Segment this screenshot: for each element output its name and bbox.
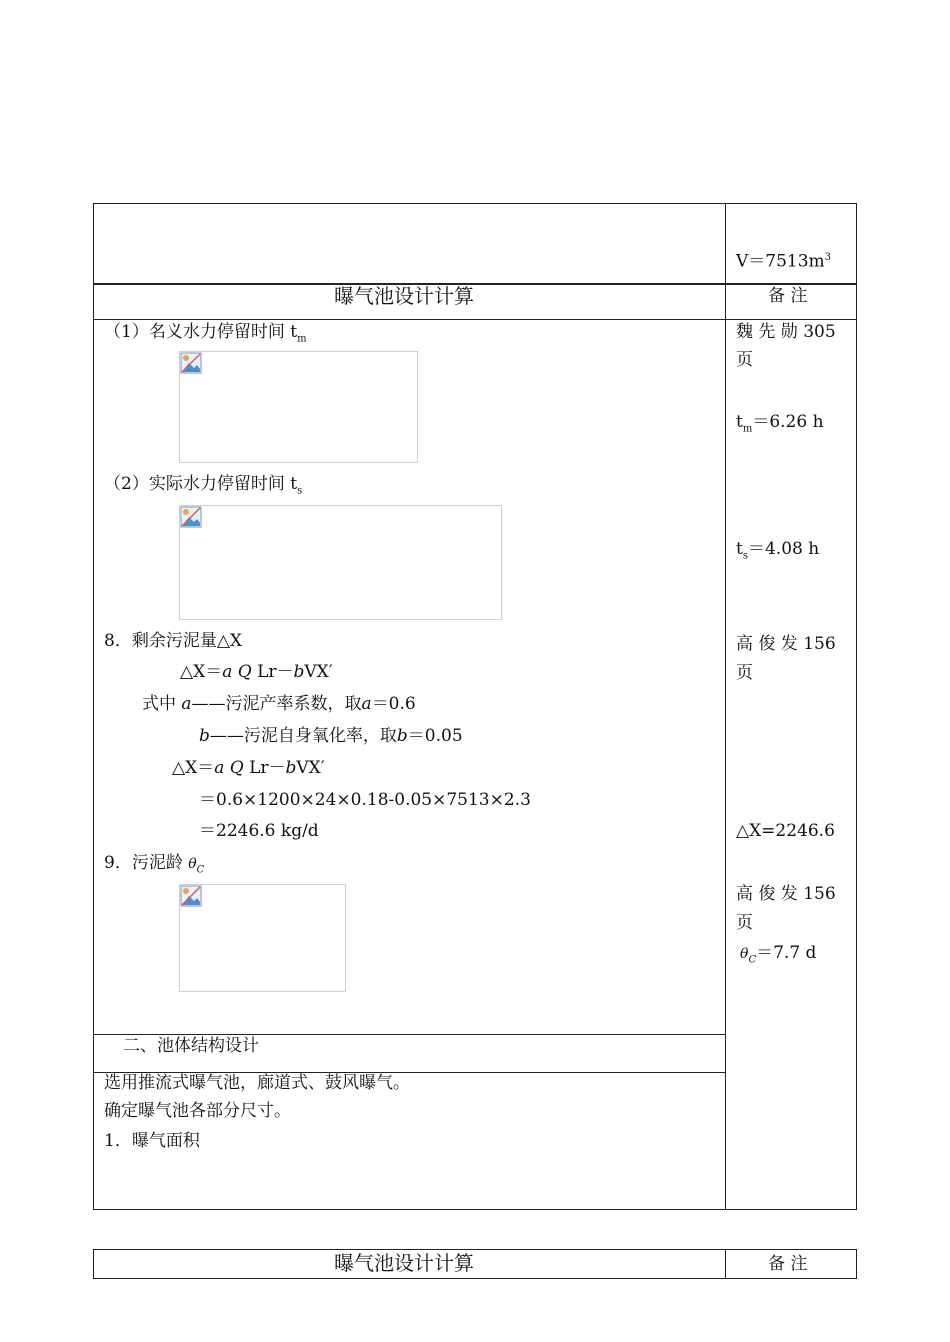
note3-line2: 页 [736, 913, 753, 933]
formula-line4 [172, 756, 325, 780]
table1-column-divider [725, 203, 726, 1210]
item2-label-text: （2）实际水力停留时间 t [104, 474, 298, 494]
f4-c: Lr－ [243, 758, 286, 778]
note3-line1: 高 俊 发 156 [736, 884, 836, 904]
paragraph-3: 1．曝气面积 [104, 1131, 200, 1151]
f4-e: VX′ [296, 758, 325, 778]
note2-line2: 页 [736, 663, 753, 683]
item2-label-sub: s [297, 485, 303, 497]
volume-note-sup: 3 [824, 252, 832, 263]
note-tm [736, 410, 824, 441]
f2-b: a [181, 694, 192, 714]
f1-c: Lr－ [251, 662, 294, 682]
note-ts-value: ＝4.08 h [747, 539, 820, 559]
f2-c: ——污泥产率系数，取 [191, 694, 362, 714]
formula-line3 [199, 724, 463, 748]
item1-label-sub: m [297, 333, 307, 345]
note1-line1: 魏 先 勋 305 [736, 322, 836, 342]
part2-title: 二、池体结构设计 [123, 1036, 259, 1056]
table1-border-left [93, 203, 94, 1210]
formula-image-ts [179, 505, 502, 620]
broken-image-icon [180, 352, 202, 374]
note2-line1: 高 俊 发 156 [736, 634, 836, 654]
formula-line6: ＝2246.6 kg/d [199, 821, 319, 841]
table1-header-note: 备 注 [768, 286, 808, 306]
f3-a: b [199, 726, 210, 746]
table1-border-bottom [93, 1209, 857, 1210]
table1-header-title: 曝气池设计计算 [334, 284, 474, 308]
f1-a: △X＝ [180, 662, 223, 682]
item1-label-text: （1）名义水力停留时间 t [104, 322, 298, 342]
f3-d: ＝0.05 [407, 726, 463, 746]
formula-line1 [180, 660, 333, 684]
table2-column-divider [725, 1249, 726, 1279]
f1-b: a Q [222, 662, 252, 682]
note-tm-value: ＝6.26 h [752, 412, 824, 432]
table2-border-left [93, 1249, 94, 1279]
item2-label [104, 472, 302, 503]
sec9-title [104, 851, 204, 882]
f2-a: 式中 [142, 694, 182, 714]
f4-d: b [285, 758, 297, 778]
formula-image-tm [179, 351, 418, 463]
broken-image-icon [180, 885, 202, 907]
note-theta-value: ＝7.7 d [756, 943, 817, 963]
broken-image-icon [180, 506, 202, 528]
volume-note [736, 246, 831, 274]
note-ts-sub: s [742, 550, 748, 562]
note-theta-symbol: θ [740, 946, 749, 962]
note-theta [740, 941, 816, 972]
note1-line2: 页 [736, 350, 753, 370]
sec8-title: 8．剩余污泥量△X [104, 631, 242, 651]
table2-header-title: 曝气池设计计算 [334, 1251, 474, 1275]
volume-note-text: V＝7513m [736, 251, 825, 272]
table1-border-top [93, 203, 857, 204]
formula-line5: ＝0.6×1200×24×0.18-0.05×7513×2.3 [199, 790, 531, 810]
note-tm-prefix: t [736, 412, 743, 432]
paragraph-2: 确定曝气池各部分尺寸。 [104, 1101, 291, 1121]
f3-b: ——污泥自身氧化率，取 [209, 726, 397, 746]
note-dx: △X=2246.6 [736, 821, 835, 841]
table1-header-top-rule [93, 283, 857, 285]
f4-b: a Q [214, 758, 244, 778]
f1-e: VX′ [304, 662, 333, 682]
note-ts-prefix: t [736, 539, 743, 559]
f2-e: ＝0.6 [371, 694, 416, 714]
formula-line2 [142, 692, 416, 716]
table2-border-top [93, 1249, 857, 1250]
sec9-sub: C [196, 864, 205, 876]
note-theta-sub: C [748, 954, 757, 966]
item1-label [104, 320, 307, 351]
paragraph-1: 选用推流式曝气池，廊道式、鼓风曝气。 [104, 1073, 410, 1093]
note-ts [736, 537, 819, 568]
sec9-theta: θ [188, 856, 197, 872]
f1-d: b [293, 662, 305, 682]
f2-d: a [361, 694, 372, 714]
f4-a: △X＝ [172, 758, 215, 778]
table2-header-note: 备 注 [768, 1254, 808, 1274]
table2-border-bottom [93, 1278, 857, 1279]
table1-border-right [856, 203, 857, 1210]
formula-image-theta [179, 884, 346, 992]
sec9-title-text: 9．污泥龄 [104, 853, 189, 873]
f3-c: b [396, 726, 408, 746]
note-tm-sub: m [742, 423, 753, 435]
table2-border-right [856, 1249, 857, 1279]
